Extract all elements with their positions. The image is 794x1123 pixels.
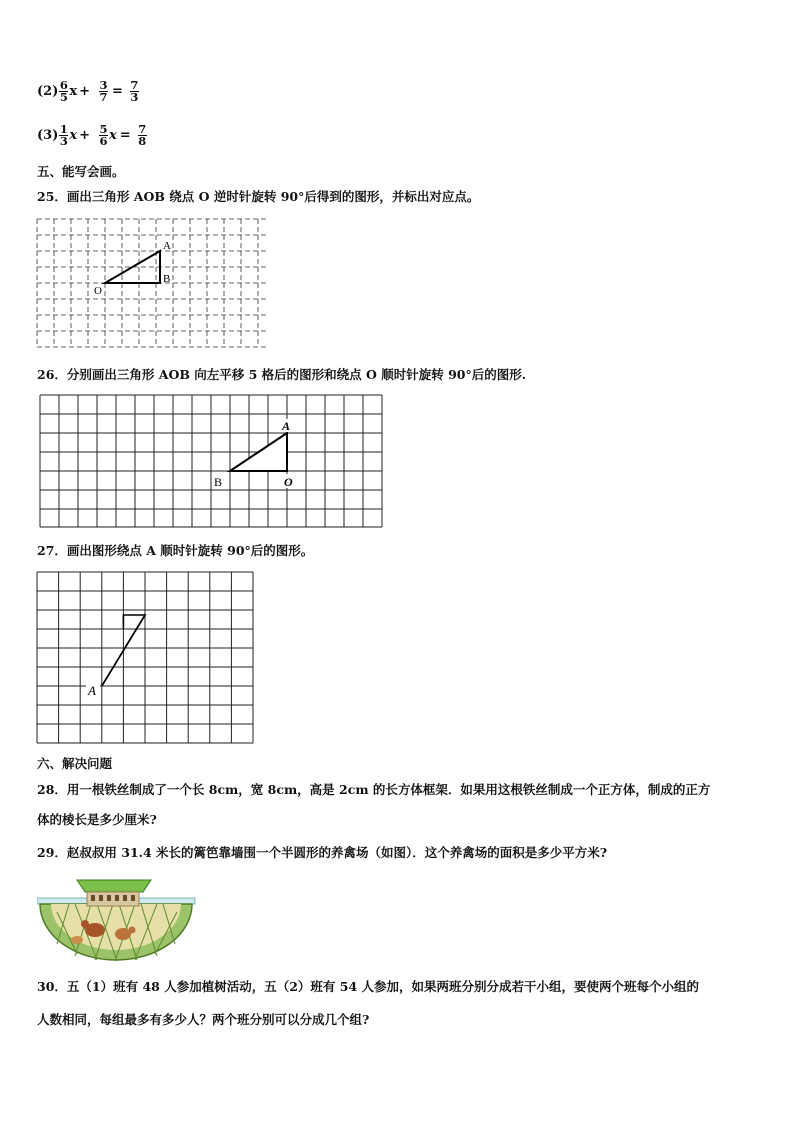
equation-label: (3) (37, 128, 59, 143)
point-b-label: B (214, 475, 223, 489)
fraction: $\frac{7}{3}$ (130, 78, 139, 104)
point-a-label: A (163, 240, 171, 252)
section-heading-5: 五、能写会画。 (37, 164, 125, 179)
fraction: $\frac{7}{8}$ (138, 122, 147, 148)
q27-grid (36, 571, 254, 745)
point-b-label: B (163, 273, 171, 285)
point-o-label: O (284, 475, 293, 489)
operator: + (79, 84, 91, 99)
operator: + (79, 128, 91, 143)
point-a-label: A (88, 683, 96, 698)
point-a-label: A (282, 419, 291, 433)
question-28-line-1: 28．用一根铁丝制成了一个长 8cm，宽 8cm，高是 2cm 的长方体框架．如果用这根铁丝制成一个正方体，制成的正方 (37, 782, 711, 797)
variable: x (69, 128, 78, 143)
fraction: $\frac{3}{7}$ (99, 78, 108, 104)
question-29: 29．赵叔叔用 31.4 米长的篱笆靠墙围一个半圆形的养禽场（如图）．这个养禽场的面积是多少平方米? (37, 845, 608, 860)
fraction: $\frac{5}{6}$ (99, 122, 108, 148)
variable: x (109, 128, 117, 143)
question-28-line-2: 体的棱长是多少厘米? (37, 812, 157, 827)
question-26: 26．分别画出三角形 AOB 向左平移 5 格后的图形和绕点 O 顺时针旋转 90°后的图形. (37, 367, 527, 382)
question-30-line-1: 30．五（1）班有 48 人参加植树活动，五（2）班有 54 人参加，如果两班分别分成若干小组，要使两个班每个小组的 (37, 979, 699, 994)
variable: x (69, 84, 78, 99)
equals: = (112, 84, 123, 99)
fraction: $\frac{1}{3}$ (59, 122, 68, 148)
fraction: $\frac{6}{5}$ (59, 78, 68, 104)
q26-grid (39, 394, 383, 528)
equation-label: (2) (37, 84, 59, 99)
equation-2 (37, 80, 140, 103)
poultry-yard-illustration (37, 872, 197, 962)
question-27: 27．画出图形绕点 A 顺时针旋转 90°后的图形。 (37, 543, 314, 558)
equation-3 (37, 124, 148, 147)
q25-dashed-grid (36, 218, 268, 348)
section-heading-6: 六、解决问题 (37, 756, 113, 771)
point-o-label: O (94, 285, 102, 297)
question-30-line-2: 人数相同，每组最多有多少人？两个班分别可以分成几个组? (37, 1012, 370, 1027)
equals: = (119, 128, 131, 143)
question-25: 25．画出三角形 AOB 绕点 O 逆时针旋转 90°后得到的图形，并标出对应点。 (37, 189, 480, 204)
